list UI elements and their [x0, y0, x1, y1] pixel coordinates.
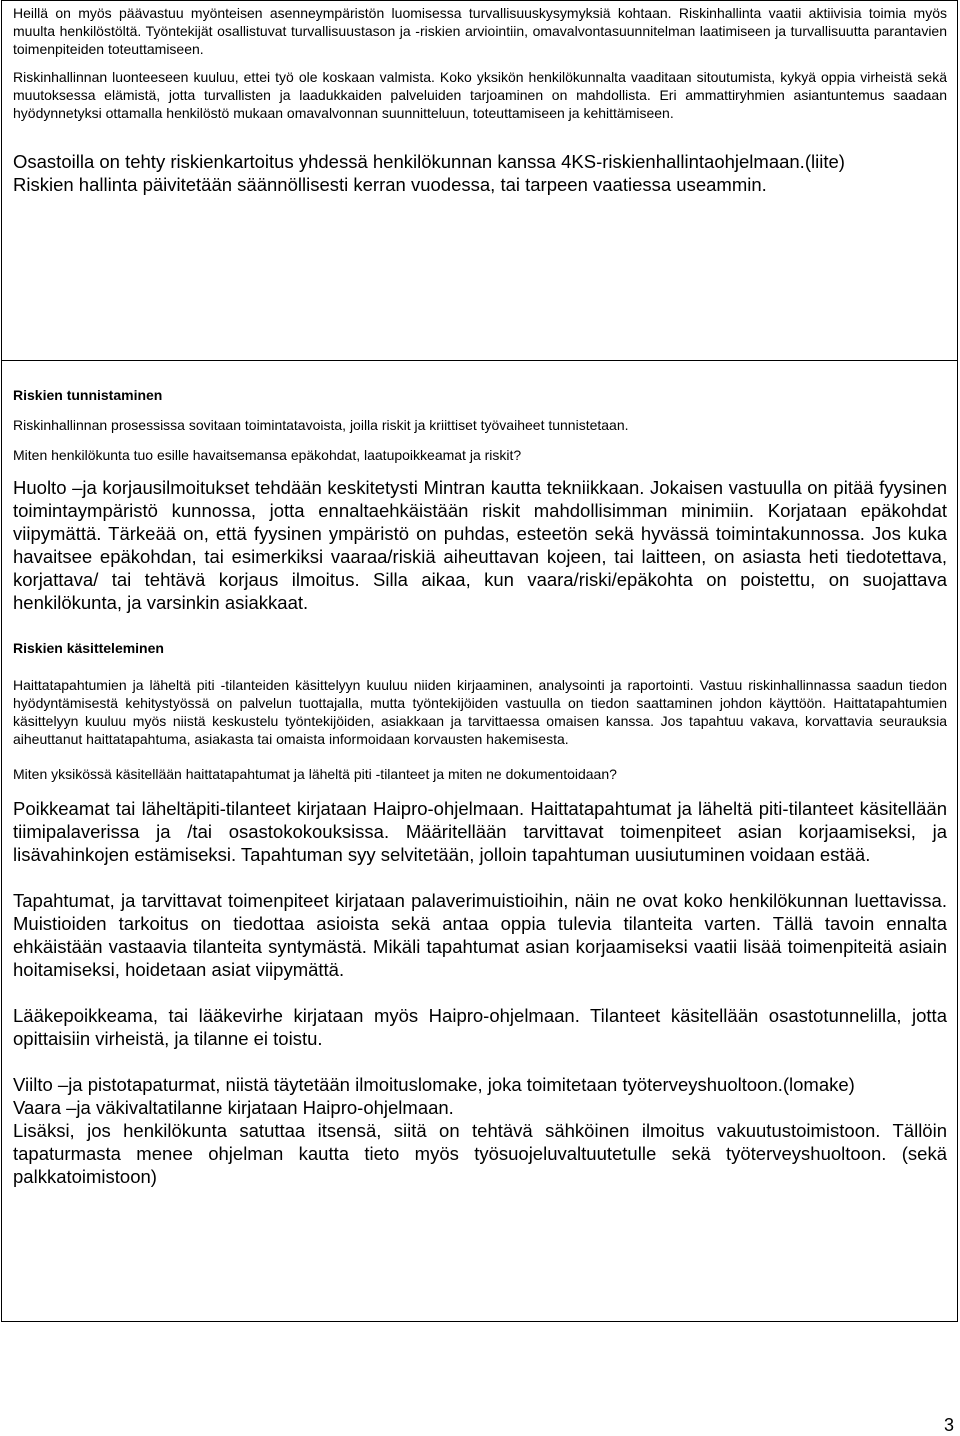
question-reporting: Miten henkilökunta tuo esille havaitsemansa epäkohdat, laatupoikkeamat ja riskit?: [13, 447, 522, 463]
answer-haipro: Poikkeamat tai läheltäpiti-tilanteet kirjataan Haipro-ohjelmaan. Haittatapahtumat ja läheltä piti-tilanteet käsitellään tiimipalaverissa ja /tai osastokokouksissa. Määritellään tarvittavat toimenpiteet asian korjaamiseksi, ja lisävahinkojen estämiseksi. Tapahtuman syy selvitetään, jolloin tapahtuman uusiutuminen voidaan estää.: [13, 798, 947, 865]
answer-line-1: Osastoilla on tehty riskienkartoitus yhdessä henkilökunnan kanssa 4KS-riskienhallintaohjelmaan.(liite): [13, 151, 845, 172]
answer-accidents-line-3: Lisäksi, jos henkilökunta satuttaa itsensä, siitä on tehtävä sähköinen ilmoitus vakuutustoimistoon. Tällöin tapaturmasta menee ohjelman kautta tieto myös työsuojeluvaltuutetulle sekä työterveyshuoltoon. (sekä palkkatoimistoon): [13, 1120, 947, 1187]
answer-reporting: Huolto –ja korjausilmoitukset tehdään keskitetysti Mintran kautta tekniikkaan. Jokaisen vastuulla on pitää fyysinen toimintaympäristö kunnossa, jotta ennaltaehkäistään riskit mahdollisimman minimiin. Korjataan epäkohdat viipymättä. Tärkeää on, että fyysinen ympäristö on puhdas, esteetön sekä hyvässä toimintakunnossa. Jos kuka havaitsee epäkohdan, tai esimerkiksi vaaraa/riskiä aiheuttavan kojeen, tai laitteen, on asiasta heti tiedotettava, korjattava/ tai tehtävä korjaus ilmoitus. Silla aikaa, kun vaara/riski/epäkohta on poistettu, on suojattava henkilökunta, ja varsinkin asiakkaat.: [13, 477, 947, 613]
heading-riskien-tunnistaminen: Riskien tunnistaminen: [13, 387, 163, 403]
answer-accidents-line-2: Vaara –ja väkivaltatilanne kirjataan Haipro-ohjelmaan.: [13, 1097, 454, 1118]
identification-text: Riskinhallinnan prosessissa sovitaan toimintatavoista, joilla riskit ja kriittiset työvaiheet tunnistetaan.: [13, 417, 629, 433]
question-documentation: Miten yksikössä käsitellään haittatapahtumat ja läheltä piti -tilanteet ja miten ne dokumentoidaan?: [13, 766, 617, 782]
answer-accidents-line-1: Viilto –ja pistotapaturmat, niistä täytetään ilmoituslomake, joka toimitetaan työterveyshuoltoon.(lomake): [13, 1074, 855, 1095]
answer-line-2: Riskien hallinta päivitetään säännöllisesti kerran vuodessa, tai tarpeen vaatiessa useammin.: [13, 174, 767, 195]
heading-riskien-kasitteleminen: Riskien käsitteleminen: [13, 640, 164, 656]
page-number: 3: [943, 1415, 954, 1435]
answer-medication: Lääkepoikkeama, tai lääkevirhe kirjataan myös Haipro-ohjelmaan. Tilanteet käsitellään osastotunnelilla, jotta opittaisiin virheistä, ja tilanne ei toistu.: [13, 1005, 947, 1049]
responsibility-paragraph: Heillä on myös päävastuu myönteisen asenneympäristön luomisessa turvallisuuskysymyksiä kohtaan. Riskinhallinta vaatii aktiivisia toimia myös muulta henkilöstöltä. Työntekijät osallistuvat turvallisuustason ja -riskien arviointiin, omavalvontasuunnitelman laatimiseen ja turvallisuutta parantavien toimenpiteiden toteuttamiseen.: [13, 5, 947, 57]
risk-section-box: [1, 360, 958, 1322]
omavalvonta-section-box: [1, 0, 958, 361]
handling-text: Haittatapahtumien ja läheltä piti -tilanteiden käsittelyyn kuuluu niiden kirjaaminen, analysointi ja raportointi. Vastuu riskinhallinnassa saadun tiedon hyödyntämisestä kehitystyössä on palvelun tuottajalla, mutta työntekijöiden vastuulla on tiedon saattaminen johdon käyttöön. Haittatapahtumien käsittelyyn kuuluu myös niistä keskustelu työntekijöiden, asiakkaan ja tarvittaessa omaisen kanssa. Jos tapahtuu vakava, korvattavia seurauksia aiheuttanut haittatapahtuma, asiakasta tai omaista informoidaan korvausten hakemisesta.: [13, 677, 947, 747]
continuity-paragraph: Riskinhallinnan luonteeseen kuuluu, ettei työ ole koskaan valmista. Koko yksikön henkilökunnalta vaaditaan sitoutumista, kykyä oppia virheistä sekä muutoksessa elämistä, jotta turvallisten ja laadukkaiden palveluiden tarjoaminen on mahdollista. Eri ammattiryhmien asiantuntemus saadaan hyödynnetyksi ottamalla henkilöstö mukaan omavalvonnan suunnitteluun, toteuttamiseen ja kehittämiseen.: [13, 69, 947, 121]
answer-memos: Tapahtumat, ja tarvittavat toimenpiteet kirjataan palaverimuistioihin, näin ne ovat koko henkilökunnan luettavissa. Muistioiden tarkoitus on tiedottaa asioista sekä antaa oppia tulevia tilanteita varten. Tällä tavoin ennalta ehkäistään vastaavia tilanteita syntymästä. Mikäli tapahtumat asian korjaamiseksi vaatii lisää toimenpiteitä asiain hoitamiseksi, hoidetaan asiat viipymättä.: [13, 890, 947, 980]
